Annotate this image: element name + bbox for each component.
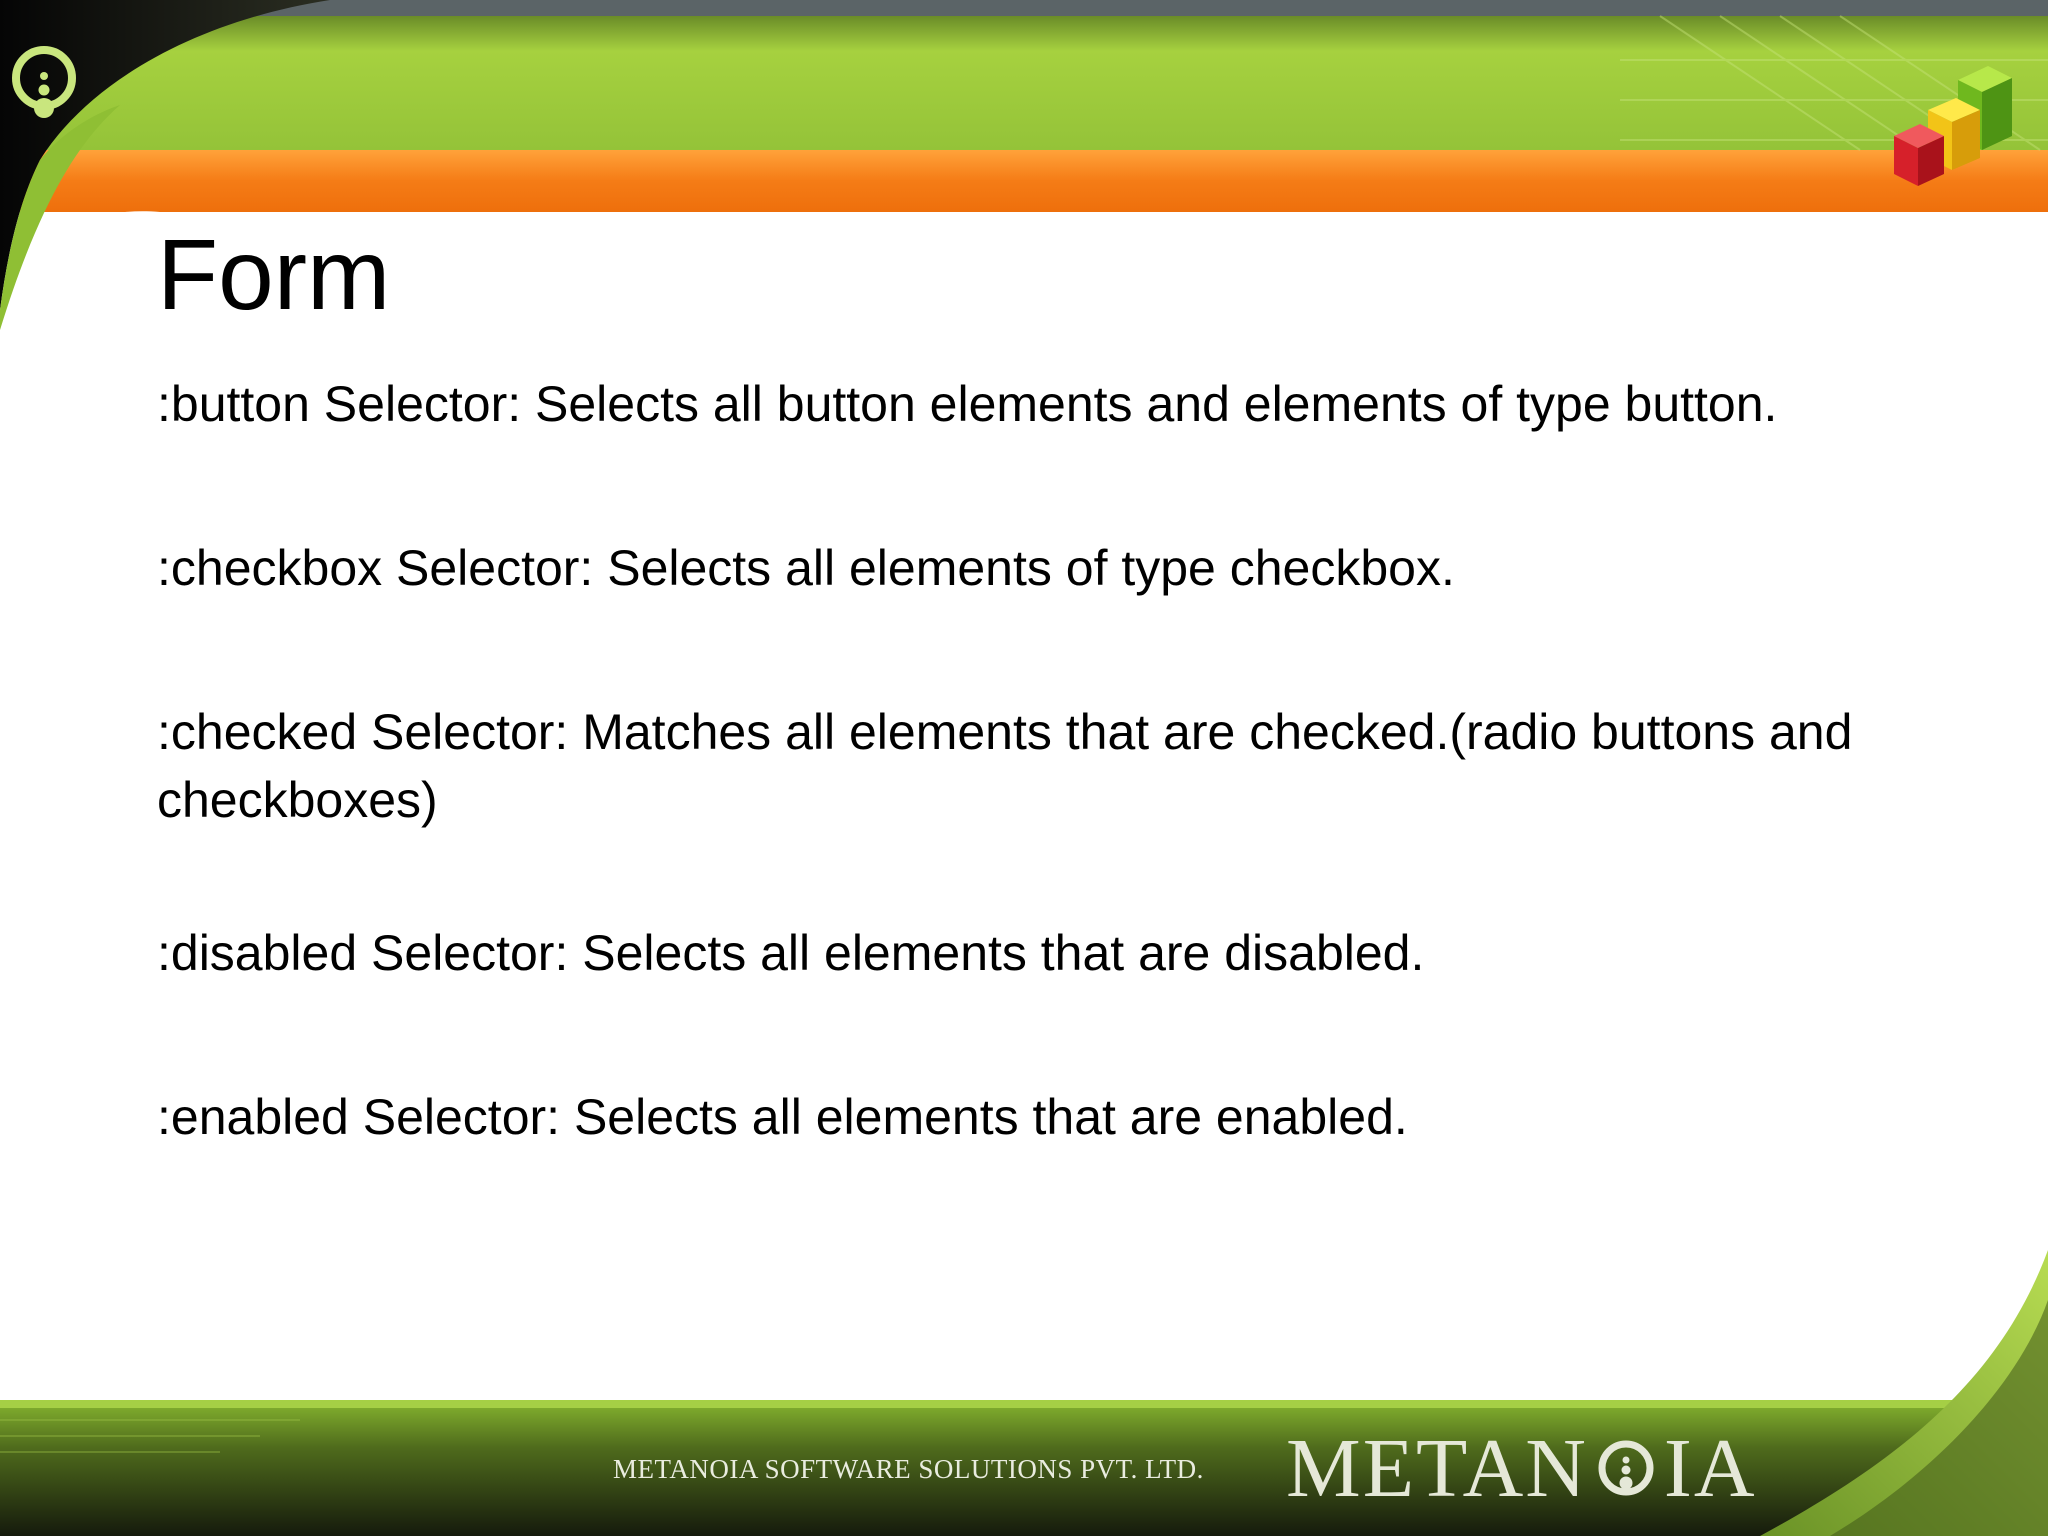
brand-text-right: IA (1663, 1421, 1757, 1515)
company-name: METANOIA SOFTWARE SOLUTIONS PVT. LTD. (613, 1454, 1204, 1484)
bullet-item: :checkbox Selector: Selects all elements of type checkbox. (157, 540, 1455, 596)
bullet-item: :button Selector: Selects all button elements and elements of type button. (157, 376, 1778, 432)
colored-cubes-icon (1888, 50, 2018, 190)
metanoia-emblem-icon (12, 36, 82, 136)
bullet-list (157, 370, 1957, 1247)
bullet-item: :checked Selector: Matches all elements that are checked.(radio buttons and checkboxes) (157, 704, 1853, 828)
brand-logo (1286, 1418, 1757, 1518)
bullet-item: :enabled Selector: Selects all elements that are enabled. (157, 1089, 1408, 1145)
brand-text-left: METAN (1286, 1421, 1588, 1515)
metanoia-o-icon (1594, 1436, 1658, 1500)
bullet-item: :disabled Selector: Selects all elements that are disabled. (157, 925, 1425, 981)
slide-title: Form (157, 219, 391, 331)
